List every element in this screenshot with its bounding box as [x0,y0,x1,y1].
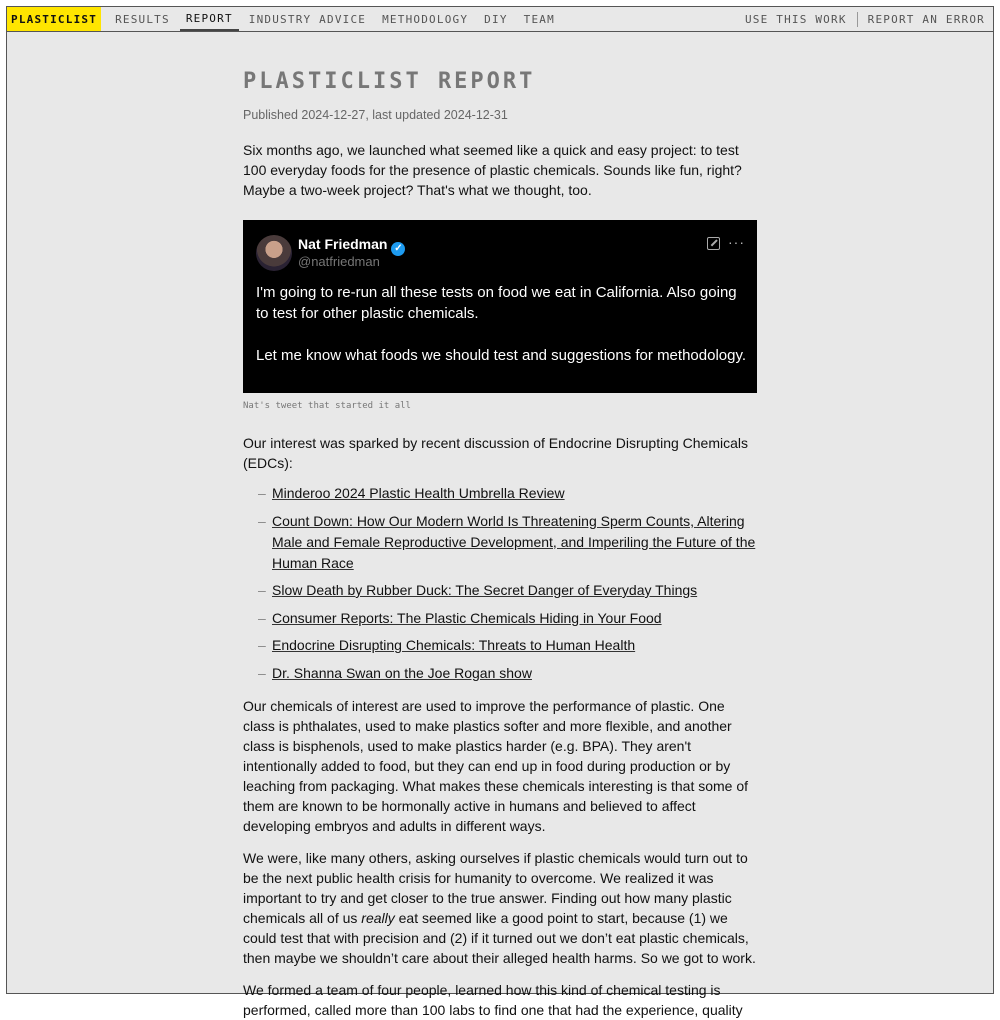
reference-link[interactable]: Dr. Shanna Swan on the Joe Rogan show [272,664,532,681]
use-this-work-link[interactable]: USE THIS WORK [744,12,847,26]
reference-link[interactable]: Consumer Reports: The Plastic Chemicals Hiding in Your Food [272,609,662,626]
nav-item-industry-advice[interactable]: INDUSTRY ADVICE [248,12,367,26]
avatar[interactable] [256,235,292,271]
list-item [258,483,759,504]
tweet-caption: Nat's tweet that started it all [243,401,411,411]
tweet-author-handle[interactable]: @natfriedman [298,254,380,269]
list-item [258,663,759,684]
nav-item-report[interactable]: REPORT [180,7,239,31]
tweet-author-name[interactable] [298,236,405,256]
motivation-emphasis: really [361,909,395,926]
edc-lead-paragraph: Our interest was sparked by recent discussion of Endocrine Disrupting Chemicals (EDCs): [243,435,749,471]
list-item [258,635,759,656]
motivation-text-a: We were, like many others, asking ourselves if plastic chemicals would turn out to be the next public health crisis for humanity to overcome. We realized it was important to try and get closer to the true answer. Finding out how many plastic chemicals all of us [243,849,748,926]
tweet-author-name-text: Nat Friedman [298,236,388,252]
reference-link[interactable]: Minderoo 2024 Plastic Health Umbrella Review [272,485,565,501]
nav-item-methodology[interactable]: METHODOLOGY [382,12,469,26]
tweet-line-2: Let me know what foods we should test and suggestions for methodology. [256,347,747,364]
nav-item-team[interactable]: TEAM [523,12,555,26]
grok-icon[interactable] [707,237,720,250]
embedded-tweet[interactable] [243,220,757,393]
list-item [258,580,759,601]
brand-link[interactable]: PLASTICLIST [7,7,101,31]
nav-item-results[interactable]: RESULTS [115,12,170,26]
tweet-line-1: I'm going to re-run all these tests on food we eat in California. Also going to test for other plastic chemicals. [256,284,737,322]
motivation-text-b: eat seemed like a good point to start, because (1) we could test that with precision and (2) if it turned out we don’t eat plastic chemicals, then maybe we shouldn’t care about their alleged health harms. So we got to work. [243,909,756,966]
reference-link[interactable]: Count Down: How Our Modern World Is Threatening Sperm Counts, Altering Male and Female Reproductive Development, and Imperiling the Future of the Human Race [272,512,756,571]
reference-link[interactable]: Slow Death by Rubber Duck: The Secret Danger of Everyday Things [272,582,698,598]
nav-divider [857,12,858,27]
verified-badge-icon: ✓ [391,242,405,256]
page-title: PLASTICLIST REPORT [243,69,536,94]
publish-meta: Published 2024-12-27, last updated 2024-12-31 [243,108,508,122]
list-item [258,511,759,574]
tweet-text [256,282,747,366]
article [243,47,759,1020]
more-options-icon[interactable]: ··· [728,234,745,250]
nav-left [7,7,561,31]
reference-link[interactable]: Endocrine Disrupting Chemicals: Threats to Human Health [272,637,636,653]
top-nav [7,7,993,32]
nav-right [739,7,993,31]
team-paragraph: We formed a team of four people, learned how this kind of chemical testing is performed, called more than 100 labs to find one that had the experience, quality [243,981,743,1018]
nav-item-diy[interactable]: DIY [484,12,508,26]
intro-paragraph: Six months ago, we launched what seemed like a quick and easy project: to test 100 everyday foods for the presence of plastic chemicals. Sounds like fun, right? Maybe a two-week project? That's what we thought, too. [243,142,742,198]
reference-list [243,483,759,684]
page-frame [6,6,994,1018]
chemicals-paragraph: Our chemicals of interest are used to improve the performance of plastic. One class is phthalates, used to make plastics softer and more flexible, and another class is bisphenols, used to make plastics harder (e.g. BPA). They aren't intentionally added to food, but they can end up in food during production or by leaching from packaging. What makes these chemicals interesting is that some of them are known to be hormonally active in humans and believed to affect developing embryos and adults in different ways. [243,697,749,834]
list-item [258,608,759,629]
report-an-error-link[interactable]: REPORT AN ERROR [867,12,985,26]
motivation-paragraph [243,848,759,968]
